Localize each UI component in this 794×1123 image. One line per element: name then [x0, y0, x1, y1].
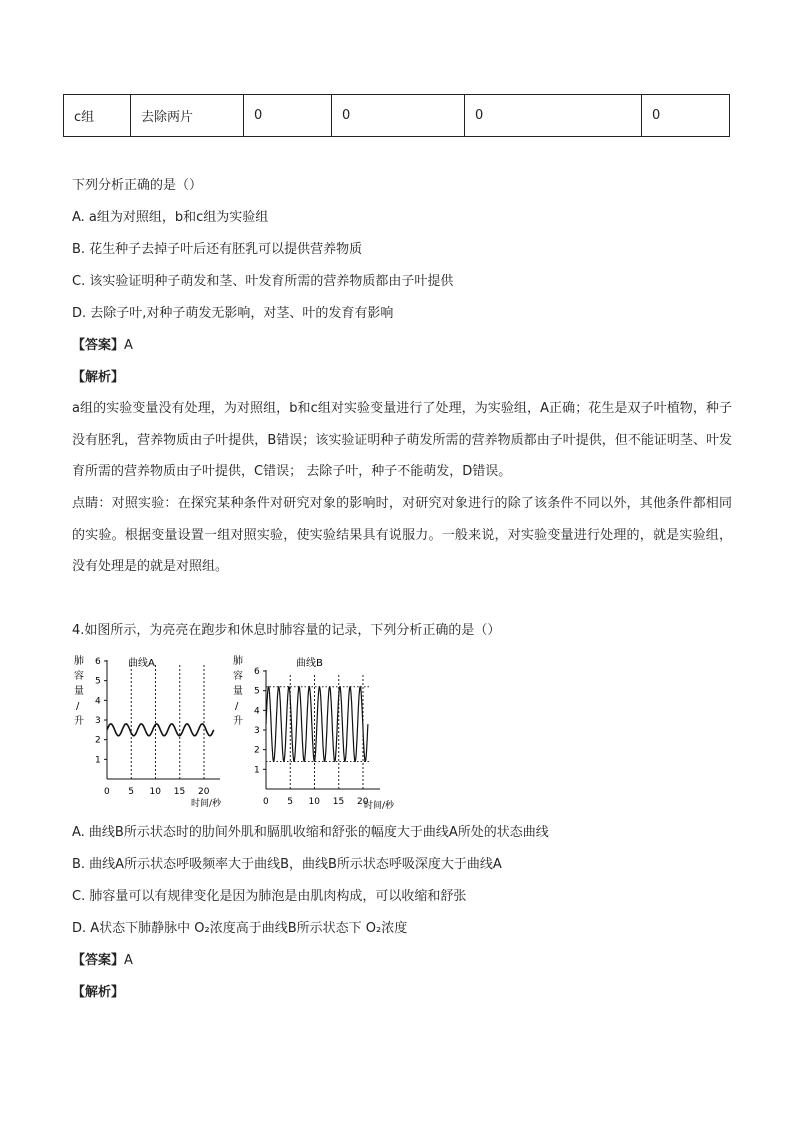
table-cell: 去除两片	[131, 95, 244, 137]
lung-capacity-figure	[70, 652, 400, 812]
q3-stem: 下列分析正确的是（）	[72, 178, 203, 193]
q4-option-d: D. A状态下肺静脉中 O₂浓度高于曲线B所示状态下 O₂浓度	[72, 921, 408, 936]
q4-stem: 4.如图所示，为亮亮在跑步和休息时肺容量的记录，下列分析正确的是（）	[72, 623, 501, 638]
answer-label: 【答案】	[72, 953, 125, 968]
chart-a-marks	[95, 657, 214, 797]
chart-b-ylabel-4: /	[235, 701, 239, 712]
chart-a-ylabel-4: /	[76, 701, 80, 712]
table-cell: 0	[244, 95, 332, 137]
chart-b-xlabel: 时间/秒	[364, 801, 395, 811]
chart-a-ylabel-2: 容	[74, 671, 84, 682]
y-tick-label: 3	[95, 716, 101, 726]
y-tick-label: 1	[95, 755, 101, 766]
q4-option-c: C. 肺容量可以有规律变化是因为肺泡是由肌肉构成，可以收缩和舒张	[72, 889, 467, 904]
table-row	[64, 95, 730, 137]
chart-a-ylabel-3: 量	[74, 686, 84, 697]
series-line	[107, 724, 214, 736]
q3-option-a: A. a组为对照组，b和c组为实验组	[72, 210, 269, 225]
y-tick-label: 4	[254, 706, 260, 717]
y-tick-label: 2	[95, 735, 101, 746]
chart-a-ylabel-5: 升	[74, 716, 84, 727]
x-tick-label: 5	[287, 797, 293, 807]
y-tick-label: 1	[254, 765, 260, 776]
x-tick-label: 15	[173, 787, 186, 797]
chart-a	[74, 654, 222, 809]
q3-option-b: B. 花生种子去掉子叶后还有胚乳可以提供营养物质	[72, 242, 363, 257]
q4-answer	[72, 953, 133, 969]
y-tick-label: 4	[95, 696, 101, 707]
experiment-table	[63, 94, 730, 137]
q4-option-a: A. 曲线B所示状态时的肋间外肌和膈肌收缩和舒张的幅度大于曲线A所处的状态曲线	[72, 825, 549, 840]
chart-a-title: 曲线A	[128, 658, 155, 669]
q3-option-d: D. 去除子叶,对种子萌发无影响，对茎、叶的发育有影响	[72, 306, 394, 321]
table-cell: 0	[332, 95, 465, 137]
y-tick-label: 2	[254, 745, 260, 756]
q3-analysis-label	[72, 370, 124, 386]
x-tick-label: 20	[198, 787, 210, 797]
q4-analysis-label	[72, 985, 124, 1001]
chart-b-title: 曲线B	[296, 658, 323, 669]
x-tick-label: 0	[104, 787, 110, 797]
chart-b-ylabel-5: 升	[233, 716, 243, 727]
x-tick-label: 10	[149, 787, 161, 797]
analysis-label: 【解析】	[72, 370, 125, 385]
y-tick-label: 6	[254, 667, 260, 677]
chart-a-xlabel: 时间/秒	[191, 799, 222, 809]
x-tick-label: 20	[357, 797, 369, 807]
y-tick-label: 3	[254, 726, 260, 736]
x-tick-label: 0	[263, 797, 269, 807]
answer-value: A	[124, 338, 133, 353]
chart-a-ylabel-1: 肺	[74, 656, 84, 667]
y-tick-label: 5	[254, 686, 260, 697]
answer-label: 【答案】	[72, 338, 125, 353]
q3-answer	[72, 338, 133, 354]
series-line	[266, 687, 368, 761]
q4-option-b: B. 曲线A所示状态呼吸频率大于曲线B，曲线B所示状态呼吸深度大于曲线A	[72, 857, 502, 872]
chart-b-ylabel-1: 肺	[233, 656, 243, 667]
table-cell: c组	[64, 95, 131, 137]
answer-value: A	[124, 953, 133, 968]
chart-b-ylabel-2: 容	[233, 671, 243, 682]
y-tick-label: 6	[95, 657, 101, 667]
x-tick-label: 10	[308, 797, 320, 807]
chart-b	[233, 654, 395, 811]
q3-note: 点睛：对照实验：在探究某种条件对研究对象的影响时，对研究对象进行的除了该条件不同以外，其他条件都相同的实验。根据变量设置一组对照实验，使实验结果具有说服力。一般来说，对实验变量进行处理的，就是实验组，没有处理是的就是对照组。	[72, 496, 732, 574]
table-cell: 0	[465, 95, 642, 137]
q3-analysis-text: a组的实验变量没有处理，为对照组，b和c组对实验变量进行了处理，为实验组，A正确；花生是双子叶植物，种子没有胚乳，营养物质由子叶提供，B错误；该实验证明种子萌发所需的营养物质都由子叶提供，但不能证明茎、叶发育所需的营养物质由子叶提供，C错误； 去除子叶，种子不能萌发，D错误。	[72, 401, 732, 479]
chart-b-ylabel-3: 量	[233, 686, 243, 697]
chart-b-marks	[254, 667, 369, 807]
q3-option-c: C. 该实验证明种子萌发和茎、叶发育所需的营养物质都由子叶提供	[72, 274, 454, 289]
x-tick-label: 15	[332, 797, 345, 807]
x-tick-label: 5	[128, 787, 134, 797]
table-cell: 0	[642, 95, 730, 137]
analysis-label: 【解析】	[72, 985, 125, 1000]
y-tick-label: 5	[95, 676, 101, 687]
